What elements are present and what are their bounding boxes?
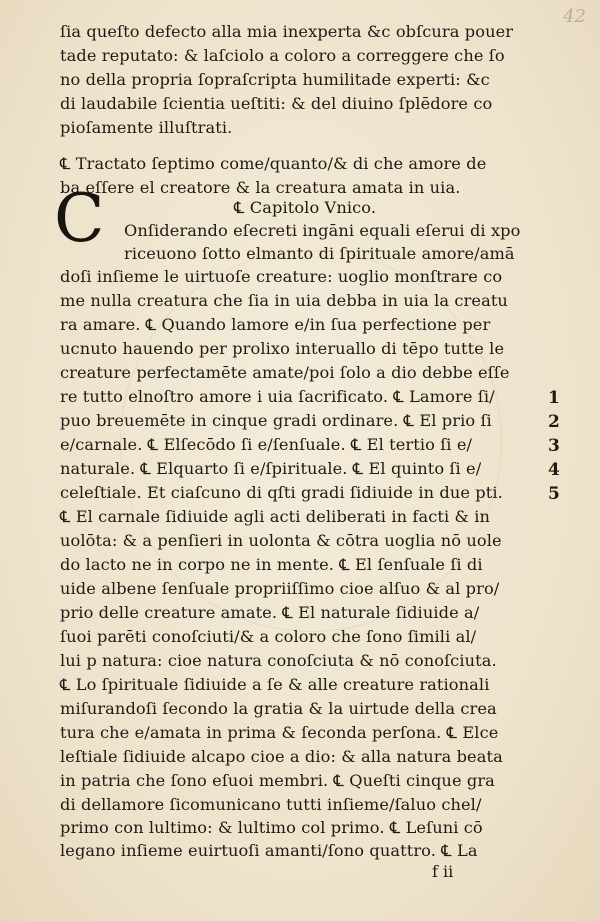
text-line: celeſtiale. Et ciaſcuno di qſti gradi ſidiuide in due pti. (60, 483, 503, 502)
text-line: re tutto elnoſtro amore i uia ſacrificato. ℄ Lamore ſi/ (60, 387, 495, 406)
text-line: ſuoi parēti conoſciuti/& a coloro che ſono ſimili al/ (60, 627, 477, 646)
text-line: ℄ El carnale ſidiuide agli acti deliberati in facti & in (60, 507, 491, 526)
text-line: tade reputato: & laſciolo a coloro a correggere che ſo (60, 46, 505, 65)
text-line: no della propria ſopraſcripta humilitade experti: &c (60, 70, 490, 89)
text-line: primo con lultimo: & lultimo col primo. ℄ Leſuni cō (60, 818, 483, 837)
text-line: uolōta: & a penſieri in uolonta & cōtra uoglia nō uole (60, 531, 502, 550)
margin-number: 2 (548, 412, 560, 432)
text-line: me nulla creatura che ſia in uia debba in uia la creatu (60, 291, 508, 310)
text-line: do lacto ne in corpo ne in mente. ℄ El ſenſuale ſi di (60, 555, 483, 574)
text-line: ucnuto hauendo per prolixo interuallo di tēpo tutte le (60, 339, 505, 358)
text-line: in patria che ſono eſuoi membri. ℄ Queſti cinque gra (60, 771, 495, 790)
chapter-heading-line: ba eſſere el creatore & la creatura amata in uia. (60, 178, 461, 197)
text-line: di laudabile ſcientia ueſtiti: & del diuino ſplēdore co (60, 94, 493, 113)
chapter-heading-line: ℄ Tractato ſeptimo come/quanto/& di che amore de (60, 154, 487, 173)
signature-mark: f ii (432, 862, 454, 881)
text-line: legano inſieme euirtuoſi amanti/ſono quattro. ℄ La (60, 841, 478, 860)
text-line: riceuono ſotto elmanto di ſpirituale amore/amā (124, 244, 515, 263)
text-line: naturale. ℄ Elquarto ſi e/ſpirituale. ℄ El quinto ſi e/ (60, 459, 482, 478)
text-line: ſia queſto defecto alla mia inexperta &c obſcura pouer (60, 22, 514, 41)
text-line: uide albene ſenſuale propriiſſimo cioe alſuo & al pro/ (60, 579, 500, 598)
text-line: leſtiale ſidiuide alcapo cioe a dio: & alla natura beata (60, 747, 503, 766)
text-line: Onſiderando eſecreti ingāni equali eſerui di xpo (124, 221, 521, 240)
text-line: creature perfectamēte amate/poi ſolo a dio debbe eſſe (60, 363, 510, 382)
text-line: lui p natura: cioe natura conoſciuta & nō conoſciuta. (60, 651, 497, 670)
text-line: tura che e/amata in prima & ſeconda perſona. ℄ Elce (60, 723, 499, 742)
chapter-title: ℄ Capitolo Vnico. (234, 198, 377, 217)
margin-number: 5 (548, 484, 560, 504)
text-line: pioſamente illuſtrati. (60, 118, 233, 137)
margin-number: 4 (548, 460, 560, 480)
text-line: di dellamore ſicomunicano tutti inſieme/ſaluo chel/ (60, 795, 482, 814)
text-line: e/carnale. ℄ Elſecōdo ſi e/ſenſuale. ℄ El tertio ſi e/ (60, 435, 473, 454)
text-line: doſi inſieme le uirtuoſe creature: uoglio monſtrare co (60, 267, 503, 286)
decorated-initial: C (54, 180, 105, 257)
text-line: miſurandoſi ſecondo la gratia & la uirtude della crea (60, 699, 497, 718)
text-line: puo breuemēte in cinque gradi ordinare. ℄ El prio ſi (60, 411, 492, 430)
margin-number: 1 (548, 388, 560, 408)
text-line: ℄ Lo ſpirituale ſidiuide a ſe & alle creature rationali (60, 675, 490, 694)
text-line: prio delle creature amate. ℄ El naturale ſidiuide a/ (60, 603, 480, 622)
text-line: ra amare. ℄ Quando lamore e/in ſua perfectione per (60, 315, 491, 334)
folio-number: 42 (563, 6, 586, 27)
margin-number: 3 (548, 436, 560, 456)
